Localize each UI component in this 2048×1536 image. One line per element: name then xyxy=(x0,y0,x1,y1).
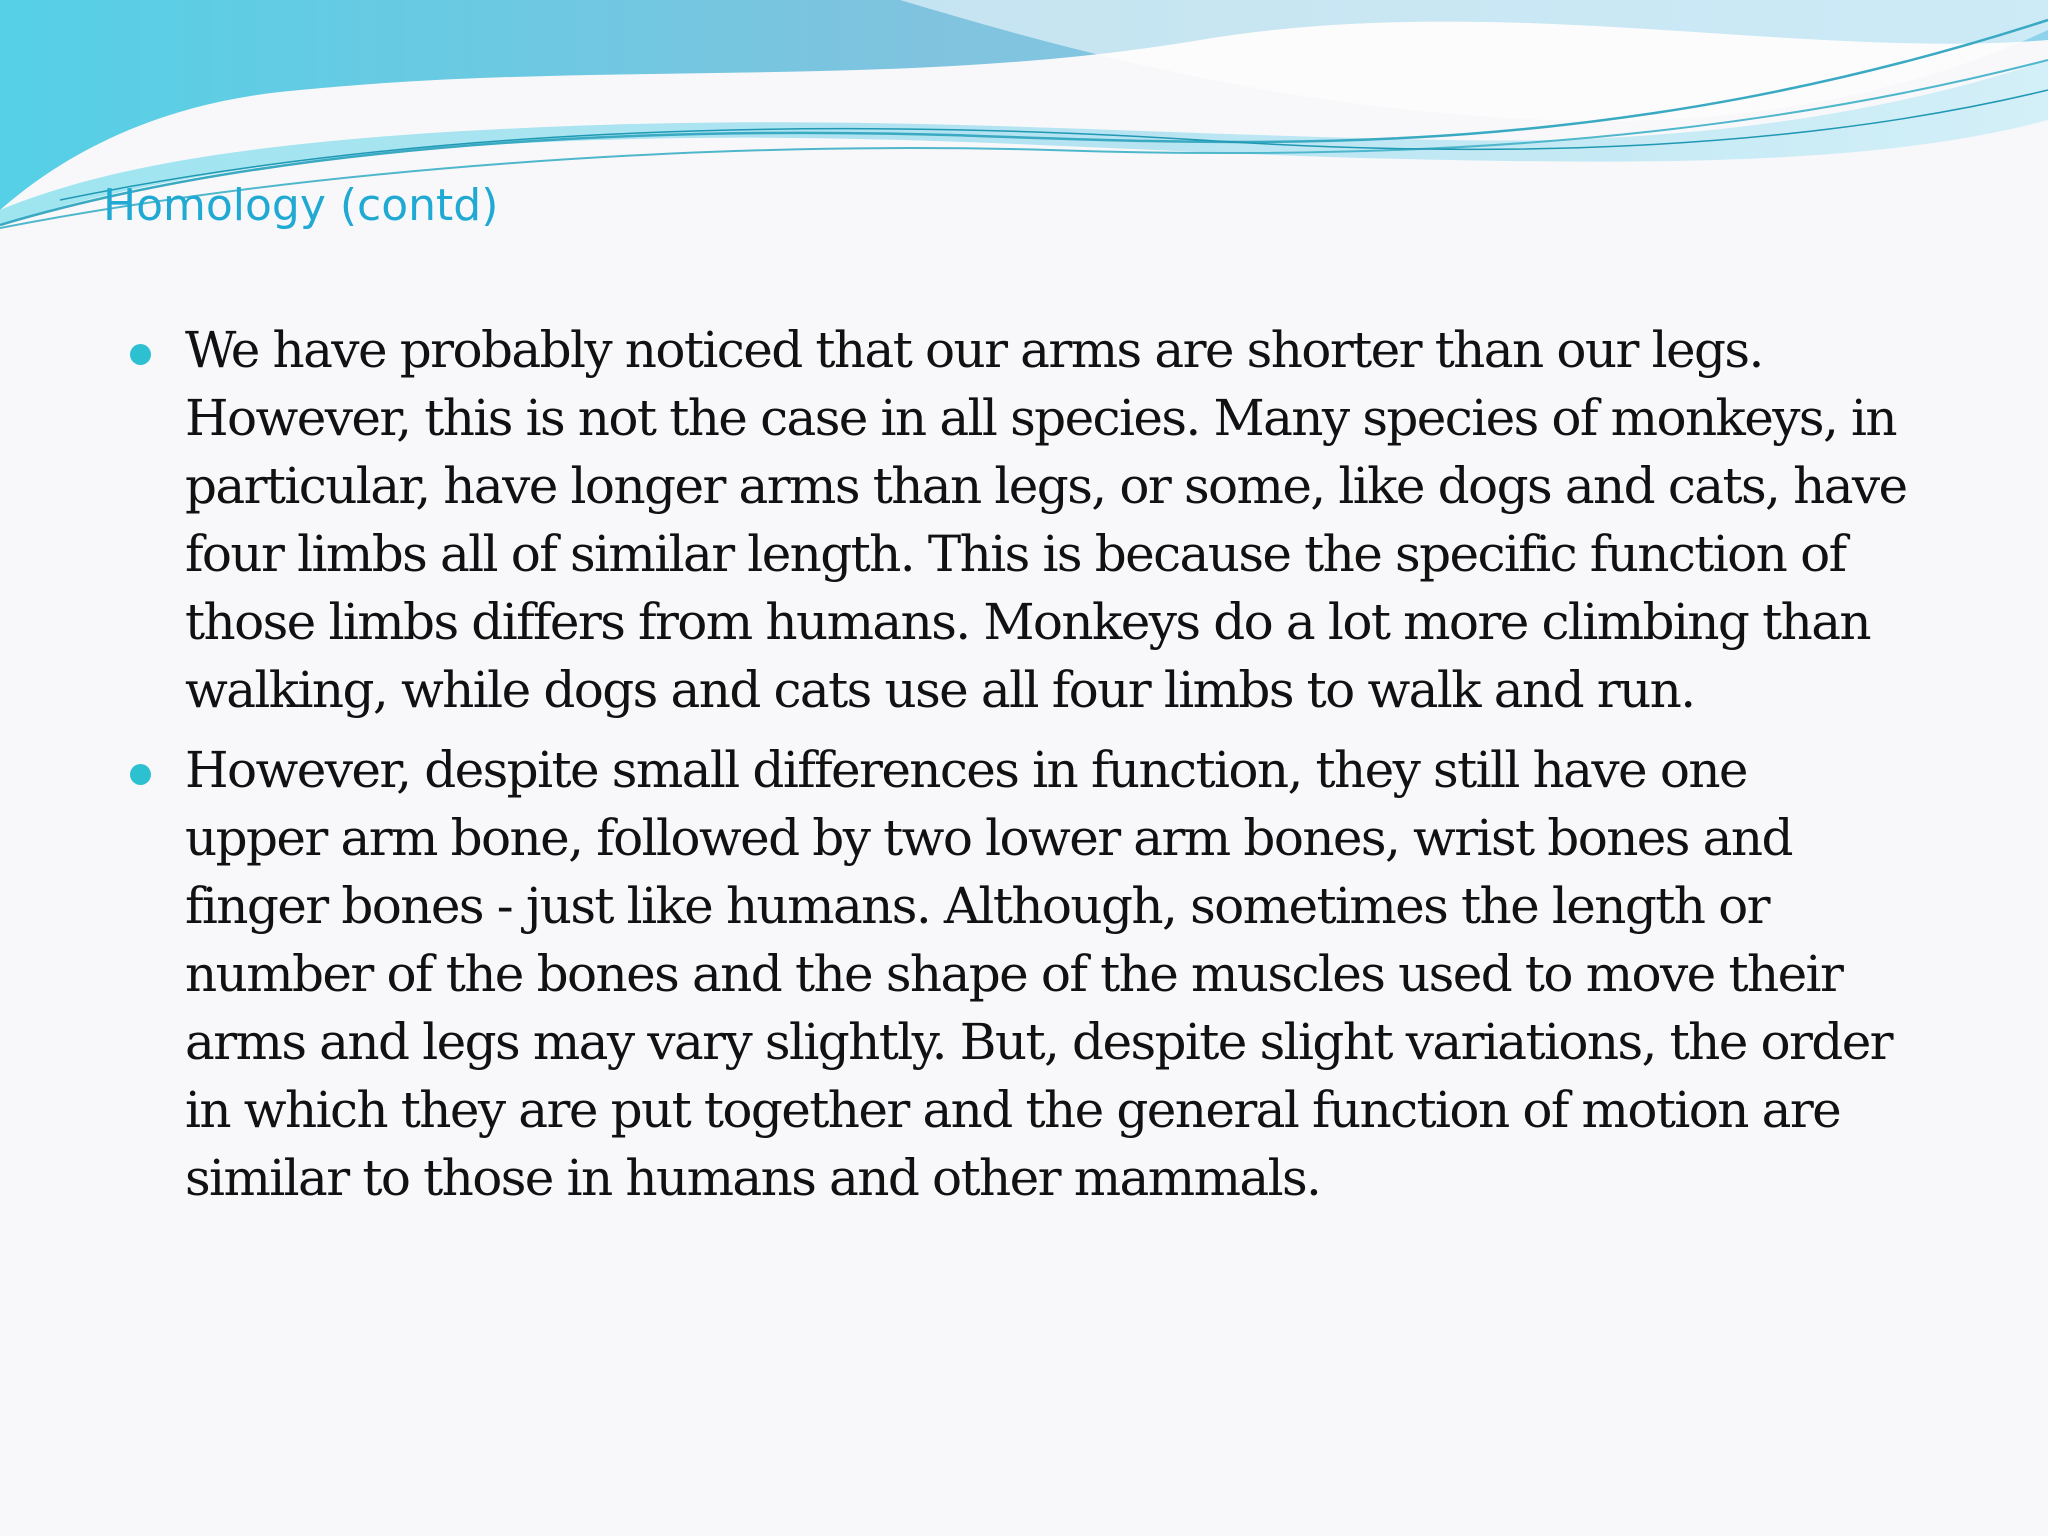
bullet-line: similar to those in humans and other mammals. xyxy=(185,1149,1321,1207)
bullet-dot-icon xyxy=(130,344,151,365)
bullet-line: four limbs all of similar length. This is because the specific function of xyxy=(185,525,1846,583)
bullet-line: We have probably noticed that our arms are shorter than our legs. xyxy=(185,321,1763,379)
bullet-line: particular, have longer arms than legs, or some, like dogs and cats, have xyxy=(185,457,1907,515)
bullet-dot-icon xyxy=(130,764,151,785)
bullet-line: However, this is not the case in all species. Many species of monkeys, in xyxy=(185,389,1897,447)
bullet-line: upper arm bone, followed by two lower arm bones, wrist bones and xyxy=(185,809,1792,867)
bullet-line: walking, while dogs and cats use all four limbs to walk and run. xyxy=(185,661,1695,719)
bullet-line: those limbs differs from humans. Monkeys do a lot more climbing than xyxy=(185,593,1871,651)
bullet-line: in which they are put together and the general function of motion are xyxy=(185,1081,1841,1139)
bullet-line: number of the bones and the shape of the muscles used to move their xyxy=(185,945,1843,1003)
bullet-line: arms and legs may vary slightly. But, despite slight variations, the order xyxy=(185,1013,1892,1071)
bullet-item xyxy=(0,736,1955,1212)
bullet-list xyxy=(0,316,1955,1224)
slide-title: Homology (contd) xyxy=(103,180,499,231)
bullet-line: However, despite small differences in function, they still have one xyxy=(185,741,1747,799)
bullet-text xyxy=(185,736,1955,1212)
bullet-text xyxy=(185,316,1955,724)
bullet-item xyxy=(0,316,1955,724)
bullet-line: finger bones - just like humans. Although, sometimes the length or xyxy=(185,877,1769,935)
